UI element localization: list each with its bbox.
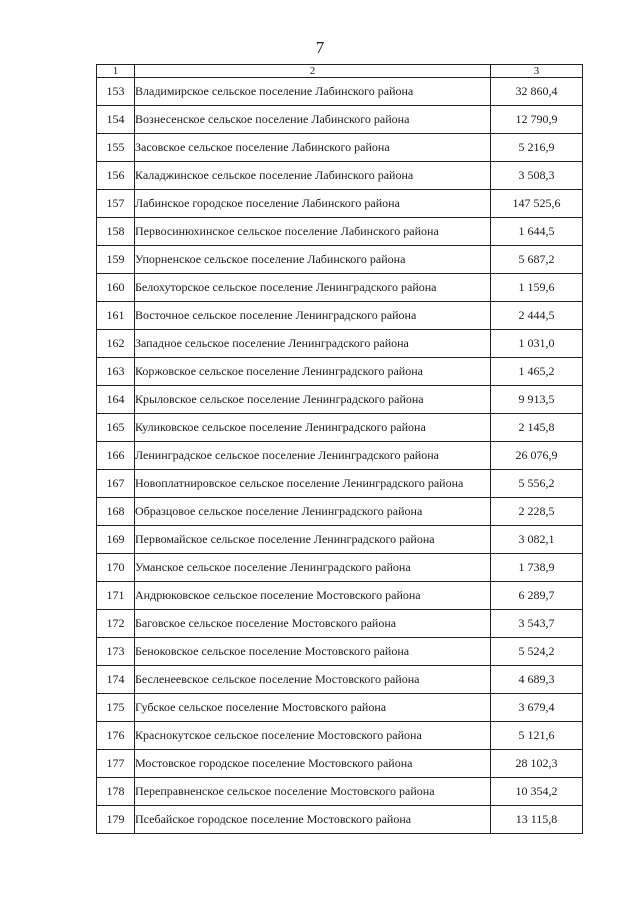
row-number: 171: [97, 582, 135, 610]
settlement-name: Мостовское городское поселение Мостовского района: [135, 750, 491, 778]
amount-value: 9 913,5: [491, 386, 583, 414]
amount-value: 147 525,6: [491, 190, 583, 218]
table-row: [97, 470, 583, 498]
table-row: [97, 358, 583, 386]
settlement-name: Коржовское сельское поселение Ленинградского района: [135, 358, 491, 386]
settlement-name: Белохуторское сельское поселение Ленинградского района: [135, 274, 491, 302]
row-number: 156: [97, 162, 135, 190]
amount-value: 13 115,8: [491, 806, 583, 834]
table-row: [97, 218, 583, 246]
settlement-name: Первомайское сельское поселение Ленинградского района: [135, 526, 491, 554]
settlement-name: Псебайское городское поселение Мостовского района: [135, 806, 491, 834]
settlement-name: Новоплатнировское сельское поселение Ленинградского района: [135, 470, 491, 498]
amount-value: 3 543,7: [491, 610, 583, 638]
amount-value: 12 790,9: [491, 106, 583, 134]
table-row: [97, 694, 583, 722]
table-row: [97, 106, 583, 134]
amount-value: 6 289,7: [491, 582, 583, 610]
row-number: 159: [97, 246, 135, 274]
table-row: [97, 582, 583, 610]
settlement-name: Ленинградское сельское поселение Ленинградского района: [135, 442, 491, 470]
row-number: 157: [97, 190, 135, 218]
table-row: [97, 78, 583, 106]
row-number: 158: [97, 218, 135, 246]
table-row: [97, 302, 583, 330]
table-row: [97, 386, 583, 414]
settlement-name: Беноковское сельское поселение Мостовского района: [135, 638, 491, 666]
settlement-name: Бесленеевское сельское поселение Мостовского района: [135, 666, 491, 694]
table-row: [97, 638, 583, 666]
row-number: 170: [97, 554, 135, 582]
row-number: 167: [97, 470, 135, 498]
settlement-name: Губское сельское поселение Мостовского района: [135, 694, 491, 722]
table-row: [97, 330, 583, 358]
settlement-name: Владимирское сельское поселение Лабинского района: [135, 78, 491, 106]
header-col-1: 1: [97, 65, 135, 78]
amount-value: 26 076,9: [491, 442, 583, 470]
row-number: 166: [97, 442, 135, 470]
row-number: 153: [97, 78, 135, 106]
table-row: [97, 274, 583, 302]
table-row: [97, 246, 583, 274]
table-row: [97, 162, 583, 190]
row-number: 161: [97, 302, 135, 330]
table-row: [97, 750, 583, 778]
settlement-name: Вознесенское сельское поселение Лабинского района: [135, 106, 491, 134]
settlement-name: Куликовское сельское поселение Ленинградского района: [135, 414, 491, 442]
settlement-name: Засовское сельское поселение Лабинского района: [135, 134, 491, 162]
settlement-name: Восточное сельское поселение Ленинградского района: [135, 302, 491, 330]
row-number: 168: [97, 498, 135, 526]
settlement-name: Краснокутское сельское поселение Мостовского района: [135, 722, 491, 750]
table-row: [97, 722, 583, 750]
table-row: [97, 498, 583, 526]
row-number: 155: [97, 134, 135, 162]
header-col-3: 3: [491, 65, 583, 78]
settlement-name: Переправненское сельское поселение Мостовского района: [135, 778, 491, 806]
settlement-name: Упорненское сельское поселение Лабинского района: [135, 246, 491, 274]
amount-value: 10 354,2: [491, 778, 583, 806]
amount-value: 5 687,2: [491, 246, 583, 274]
row-number: 163: [97, 358, 135, 386]
amount-value: 1 031,0: [491, 330, 583, 358]
amount-value: 5 216,9: [491, 134, 583, 162]
row-number: 165: [97, 414, 135, 442]
table-row: [97, 666, 583, 694]
settlement-name: Баговское сельское поселение Мостовского района: [135, 610, 491, 638]
header-row: [97, 65, 583, 78]
page-number: 7: [315, 38, 325, 57]
amount-value: 1 738,9: [491, 554, 583, 582]
amount-value: 28 102,3: [491, 750, 583, 778]
settlement-name: Западное сельское поселение Ленинградского района: [135, 330, 491, 358]
table-row: [97, 778, 583, 806]
amount-value: 5 524,2: [491, 638, 583, 666]
amount-value: 5 556,2: [491, 470, 583, 498]
amount-value: 3 082,1: [491, 526, 583, 554]
amount-value: 1 465,2: [491, 358, 583, 386]
row-number: 174: [97, 666, 135, 694]
row-number: 179: [97, 806, 135, 834]
row-number: 178: [97, 778, 135, 806]
row-number: 160: [97, 274, 135, 302]
amount-value: 2 444,5: [491, 302, 583, 330]
table-header: [97, 65, 583, 78]
amount-value: 3 508,3: [491, 162, 583, 190]
row-number: 162: [97, 330, 135, 358]
table-body: [97, 78, 583, 834]
table-row: [97, 134, 583, 162]
table-row: [97, 554, 583, 582]
table-row: [97, 190, 583, 218]
header-col-2: 2: [135, 65, 491, 78]
row-number: 175: [97, 694, 135, 722]
settlement-name: Лабинское городское поселение Лабинского района: [135, 190, 491, 218]
amount-value: 5 121,6: [491, 722, 583, 750]
row-number: 172: [97, 610, 135, 638]
settlement-name: Первосинюхинское сельское поселение Лабинского района: [135, 218, 491, 246]
row-number: 164: [97, 386, 135, 414]
row-number: 176: [97, 722, 135, 750]
row-number: 177: [97, 750, 135, 778]
table-row: [97, 806, 583, 834]
amount-value: 2 145,8: [491, 414, 583, 442]
amount-value: 3 679,4: [491, 694, 583, 722]
table-row: [97, 610, 583, 638]
settlement-name: Уманское сельское поселение Ленинградского района: [135, 554, 491, 582]
row-number: 173: [97, 638, 135, 666]
row-number: 154: [97, 106, 135, 134]
amount-value: 1 159,6: [491, 274, 583, 302]
settlement-name: Образцовое сельское поселение Ленинградского района: [135, 498, 491, 526]
settlement-name: Андрюковское сельское поселение Мостовского района: [135, 582, 491, 610]
amount-value: 4 689,3: [491, 666, 583, 694]
row-number: 169: [97, 526, 135, 554]
settlement-name: Каладжинское сельское поселение Лабинского района: [135, 162, 491, 190]
settlement-name: Крыловское сельское поселение Ленинградского района: [135, 386, 491, 414]
table-row: [97, 442, 583, 470]
amount-value: 2 228,5: [491, 498, 583, 526]
table-row: [97, 414, 583, 442]
amount-value: 1 644,5: [491, 218, 583, 246]
table-row: [97, 526, 583, 554]
settlements-table: [96, 64, 583, 834]
amount-value: 32 860,4: [491, 78, 583, 106]
